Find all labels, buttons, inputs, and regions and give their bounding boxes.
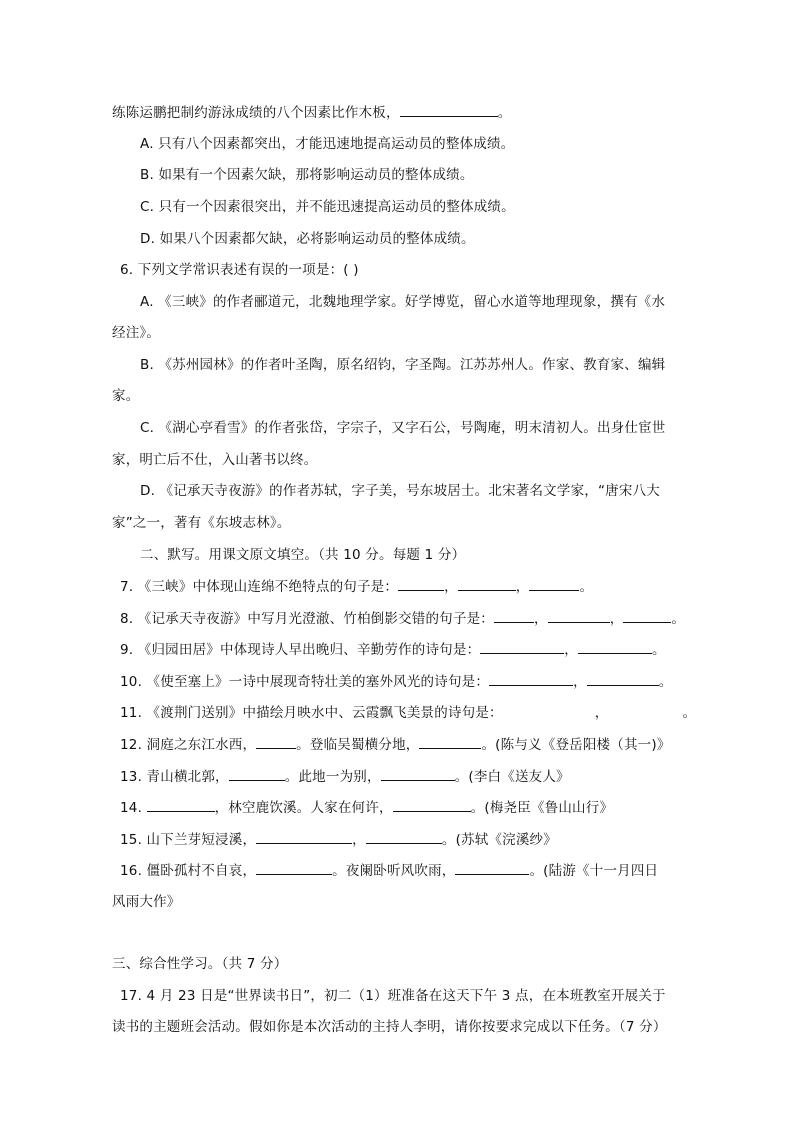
q10: 10. 《使至塞上》一诗中展现奇特壮美的塞外风光的诗句是： ， 。 [120,671,672,692]
q7: 7. 《三峡》中体现山连绵不绝特点的句子是： ， ， 。 [120,576,593,597]
q6-option-d-line1: D. 《记承天寺夜游》的作者苏轼，字子美，号东坡居士。北宋著名文学家，“唐宋八大 [140,483,660,499]
q6-option-a-line1: A. 《三峡》的作者郦道元，北魏地理学家。好学博览，留心水道等地理现象，撰有《水 [140,294,666,310]
blank[interactable] [256,860,332,875]
blank[interactable] [529,576,579,591]
q6-option-b-line2: 家。 [112,388,140,404]
q17-line1: 17. 4 月 23 日是“世界读书日”，初二（1）班准备在这天下午 3 点，在本班教室开展关于 [120,988,666,1004]
blank[interactable] [587,671,659,686]
blank[interactable] [548,608,610,623]
q16-line1: 16. 僵卧孤村不自哀， 。夜阑卧听风吹雨， 。(陆游《十一月四日 [120,860,658,881]
q14: 14. ，林空鹿饮溪。人家在何许， 。(梅尧臣《鲁山山行》 [120,797,613,818]
q5-option-b: B. 如果有一个因素欠缺，那将影响运动员的整体成绩。 [140,167,474,183]
q17-line2: 读书的主题班会活动。假如你是本次活动的主持人李明，请你按要求完成以下任务。（7 分） [112,1019,667,1035]
q15: 15. 山下兰芽短浸溪， ， 。(苏轼《浣溪纱》 [120,829,557,850]
q5-option-c: C. 只有一个因素很突出，并不能迅速提高运动员的整体成绩。 [140,199,515,215]
blank[interactable] [147,797,215,812]
q5-option-a: A. 只有八个因素都突出，才能迅速地提高运动员的整体成绩。 [140,136,515,152]
q6-option-c-line2: 家，明亡后不仕，入山著书以终。 [112,452,318,468]
blank[interactable] [623,608,671,623]
q6-option-d-line2: 家”之一，著有《东坡志林》。 [112,515,291,531]
q6-option-c-line1: C. 《湖心亭看雪》的作者张岱，字宗子，又字石公，号陶庵，明末清初人。出身仕宦世 [140,420,666,436]
blank[interactable] [480,639,564,654]
section2-heading: 二、默写。用课文原文填空。（共 10 分。每题 1 分） [140,547,466,563]
q5-option-d: D. 如果八个因素都欠缺，必将影响运动员的整体成绩。 [140,231,475,247]
q8: 8. 《记承天寺夜游》中写月光澄澈、竹柏倒影交错的句子是： ， ， 。 [120,608,685,629]
q13: 13. 青山横北郭， 。此地一为别， 。(李白《送友人》 [120,766,570,787]
section3-heading: 三、综合性学习。（共 7 分） [112,956,288,972]
blank[interactable] [256,829,352,844]
blank[interactable] [398,576,444,591]
blank[interactable] [608,703,682,717]
q11: 11. 《渡荆门送别》中描绘月映水中、云霞飘飞美景的诗句是： ， 。 [120,705,697,721]
blank[interactable] [419,734,481,749]
q6-option-a-line2: 经注》。 [112,325,161,341]
blank[interactable] [381,766,455,781]
blank[interactable] [393,797,471,812]
blank[interactable] [503,703,595,717]
blank[interactable] [229,766,285,781]
blank[interactable] [578,639,652,654]
q5-stem: 练陈运鹏把制约游泳成绩的八个因素比作木板， 。 [112,102,511,123]
q9: 9. 《归园田居》中体现诗人早出晚归、辛勤劳作的诗句是： ， 。 [120,639,666,660]
q16-line2: 风雨大作》 [112,894,181,910]
blank[interactable] [455,860,529,875]
q12: 12. 洞庭之东江水西， 。登临吴蜀横分地， 。(陈与义《登岳阳楼（其一)》 [120,734,671,755]
q6-stem: 6. 下列文学常识表述有误的一项是：( ) [120,262,359,278]
blank[interactable] [489,671,573,686]
blank[interactable] [366,829,442,844]
q6-option-b-line1: B. 《苏州园林》的作者叶圣陶，原名绍钧，字圣陶。江苏苏州人。作家、教育家、编辑 [140,357,666,373]
blank[interactable] [458,576,516,591]
blank[interactable] [256,734,296,749]
blank[interactable] [400,102,498,117]
blank[interactable] [494,608,534,623]
